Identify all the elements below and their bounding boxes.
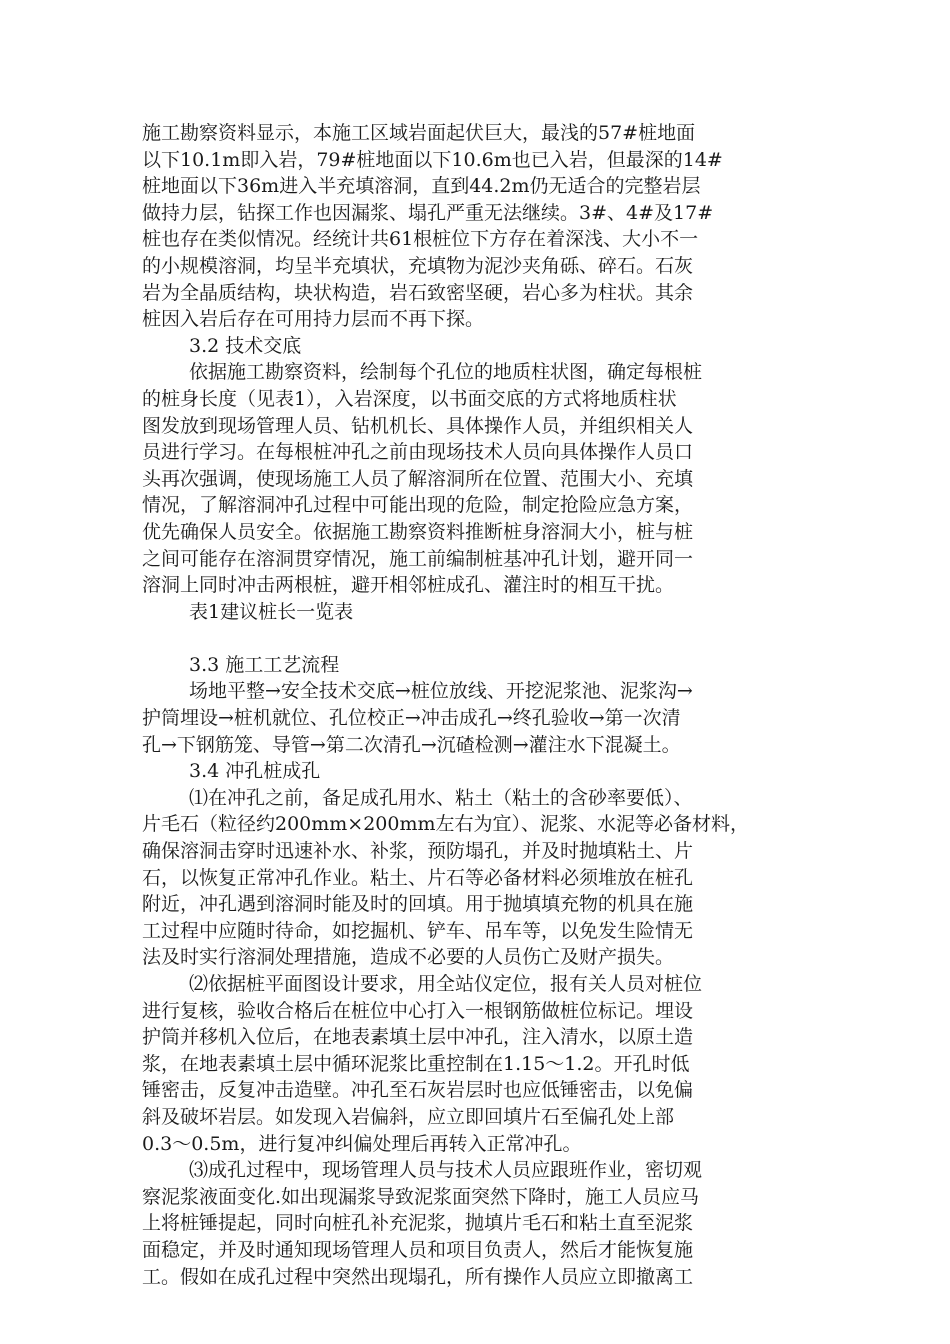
text-line: ⑴在冲孔之前，备足成孔用水、粘土（粘土的含砂率要低）、 <box>189 786 693 809</box>
text-line: 桩因入岩后存在可用持力层而不再下探。 <box>142 308 485 331</box>
text-line: 场地平整→安全技术交底→桩位放线、开挖泥浆池、泥浆沟→ <box>189 680 693 703</box>
text-line: 锤密击，反复冲击造壁。冲孔至石灰岩层时也应低锤密击，以免偏 <box>142 1079 694 1102</box>
document-body <box>142 120 822 1290</box>
text-line: 0.3～0.5m，进行复冲纠偏处理后再转入正常冲孔。 <box>142 1132 582 1155</box>
table-caption: 表1建议桩长一览表 <box>189 600 354 623</box>
text-line: 之间可能存在溶洞贯穿情况，施工前编制桩基冲孔计划，避开同一 <box>142 547 694 570</box>
text-line: 片毛石（粒径约200mm×200mm左右为宜）、泥浆、水泥等必备材料， <box>142 813 750 836</box>
text-line: 情况，了解溶洞冲孔过程中可能出现的危险，制定抢险应急方案， <box>142 494 694 517</box>
paragraph-technical-briefing <box>142 359 822 598</box>
section-heading-3-3: 3.3 施工工艺流程 <box>189 653 340 676</box>
text-line: 图发放到现场管理人员、钻机机长、具体操作人员，并组织相关人 <box>142 414 694 437</box>
text-line: 护筒并移机入位后，在地表素填土层中冲孔，注入清水，以原土造 <box>142 1026 694 1049</box>
text-line: 孔→下钢筋笼、导管→第二次清孔→沉碴检测→灌注水下混凝土。 <box>142 733 681 756</box>
blank-spacer <box>142 625 822 652</box>
text-line: 头再次强调，使现场施工人员了解溶洞所在位置、范围大小、充填 <box>142 467 694 490</box>
text-line: 进行复核，验收合格后在桩位中心打入一根钢筋做桩位标记。埋设 <box>142 999 694 1022</box>
text-line: 面稳定，并及时通知现场管理人员和项目负责人，然后才能恢复施 <box>142 1238 694 1261</box>
text-line: 的小规模溶洞，均呈半充填状，充填物为泥沙夹角砾、碎石。石灰 <box>142 254 694 277</box>
text-line: 依据施工勘察资料，绘制每个孔位的地质柱状图，确定每根桩 <box>189 361 703 384</box>
text-line: 员进行学习。在每根桩冲孔之前由现场技术人员向具体操作人员口 <box>142 441 694 464</box>
text-line: ⑶成孔过程中，现场管理人员与技术人员应跟班作业，密切观 <box>189 1159 703 1182</box>
text-line: 上将桩锤提起，同时向桩孔补充泥浆，抛填片毛石和粘土直至泥浆 <box>142 1212 694 1235</box>
text-line: 察泥浆液面变化.如出现漏浆导致泥浆面突然下降时，施工人员应马 <box>142 1185 700 1208</box>
text-line: 附近，冲孔遇到溶洞时能及时的回填。用于抛填填充物的机具在施 <box>142 893 694 916</box>
paragraph-item-1 <box>142 785 822 971</box>
text-line: 岩为全晶质结构，块状构造，岩石致密坚硬，岩心多为柱状。其余 <box>142 281 694 304</box>
paragraph-item-2 <box>142 971 822 1157</box>
text-line: 桩地面以下36m进入半充填溶洞，直到44.2m仍无适合的完整岩层 <box>142 175 701 198</box>
text-line: 做持力层，钻探工作也因漏浆、塌孔严重无法继续。3#、4#及17# <box>142 201 714 224</box>
section-heading-3-2: 3.2 技术交底 <box>189 334 302 357</box>
text-line: 护筒埋设→桩机就位、孔位校正→冲击成孔→终孔验收→第一次清 <box>142 707 681 730</box>
paragraph-process-flow <box>142 678 822 758</box>
text-line: 溶洞上同时冲击两根桩，避开相邻桩成孔、灌注时的相互干扰。 <box>142 574 675 597</box>
text-line: 斜及破坏岩层。如发现入岩偏斜，应立即回填片石至偏孔处上部 <box>142 1105 675 1128</box>
text-line: 施工勘察资料显示，本施工区域岩面起伏巨大，最浅的57#桩地面 <box>142 122 696 144</box>
text-line: 桩也存在类似情况。经统计共61根桩位下方存在着深浅、大小不一 <box>142 228 699 251</box>
text-line: 工。假如在成孔过程中突然出现塌孔，所有操作人员应立即撤离工 <box>142 1265 694 1288</box>
text-line: 法及时实行溶洞处理措施，造成不必要的人员伤亡及财产损失。 <box>142 946 675 969</box>
text-line: ⑵依据桩平面图设计要求，用全站仪定位，报有关人员对桩位 <box>189 973 703 995</box>
text-line: 优先确保人员安全。依据施工勘察资料推断桩身溶洞大小，桩与桩 <box>142 520 694 543</box>
text-line: 浆，在地表素填土层中循环泥浆比重控制在1.15～1.2。开孔时低 <box>142 1052 690 1075</box>
text-line: 石，以恢复正常冲孔作业。粘土、片石等必备材料必须堆放在桩孔 <box>142 866 694 889</box>
section-heading-3-4: 3.4 冲孔桩成孔 <box>189 760 321 783</box>
text-line: 确保溶洞击穿时迅速补水、补浆，预防塌孔，并及时抛填粘土、片 <box>142 840 694 863</box>
paragraph-item-3 <box>142 1157 822 1290</box>
paragraph-geology-findings <box>142 120 822 333</box>
text-line: 的桩身长度（见表1），入岩深度，以书面交底的方式将地质柱状 <box>142 387 677 410</box>
text-line: 工过程中应随时待命，如挖掘机、铲车、吊车等，以免发生险情无 <box>142 919 694 942</box>
text-line: 以下10.1m即入岩，79#桩地面以下10.6m也已入岩，但最深的14# <box>142 148 723 171</box>
